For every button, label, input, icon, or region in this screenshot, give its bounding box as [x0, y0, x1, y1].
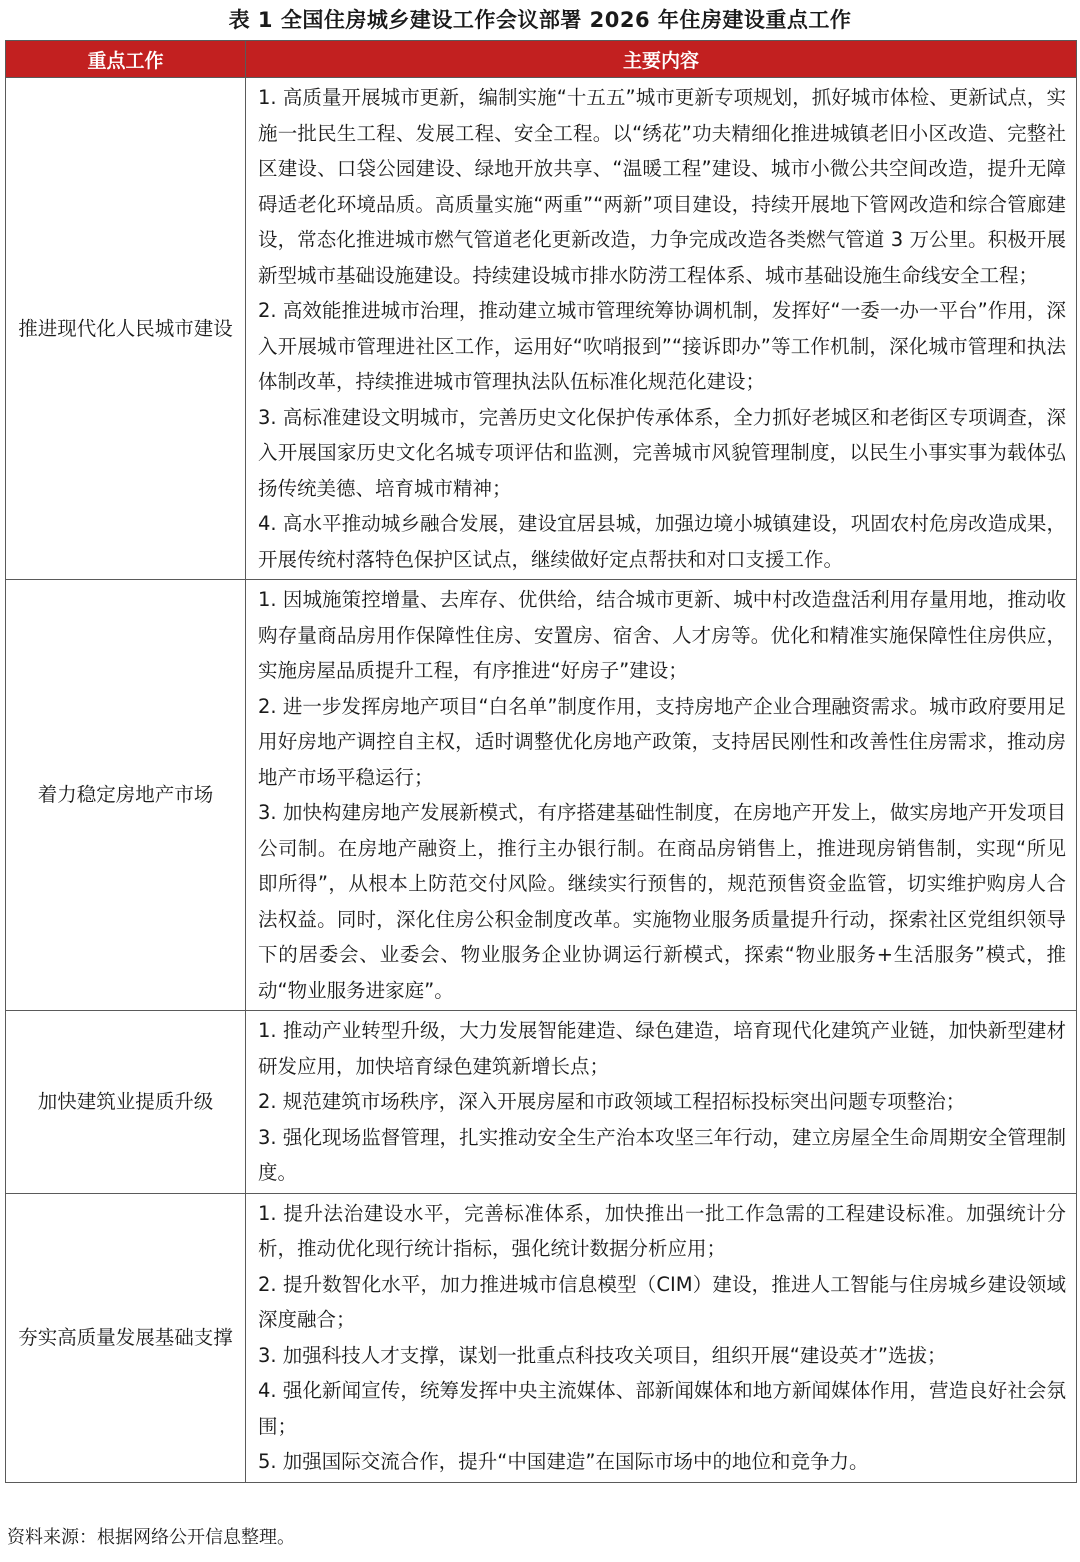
content-item: 4. 高水平推动城乡融合发展，建设宜居县城，加强边境小城镇建设，巩固农村危房改造成果，开展传统村落特色保护区试点，继续做好定点帮扶和对口支援工作。 [258, 512, 1066, 571]
header-key-work: 重点工作 [6, 41, 246, 78]
row-content [246, 1193, 1077, 1482]
content-item: 3. 高标准建设文明城市，完善历史文化保护传承体系，全力抓好老城区和老街区专项调查，深入开展国家历史文化名城专项评估和监测，完善城市风貌管理制度，以民生小事实事为载体弘扬传统美德、培育城市精神； [258, 405, 1066, 500]
table-title: 表 1 全国住房城乡建设工作会议部署 2026 年住房建设重点工作 [228, 8, 852, 32]
content-item: 3. 加强科技人才支撑，谋划一批重点科技攻关项目，组织开展“建设英才”选拔； [258, 1343, 947, 1367]
table-header-row [6, 41, 1077, 78]
content-item: 1. 因城施策控增量、去库存、优供给，结合城市更新、城中村改造盘活利用存量用地，推动收购存量商品房用作保障性住房、安置房、宿舍、人才房等。优化和精准实施保障性住房供应，实施房屋品质提升工程，有序推进“好房子”建设； [258, 588, 1066, 682]
table-row [6, 1193, 1077, 1482]
content-item: 3. 强化现场监督管理，扎实推动安全生产治本攻坚三年行动，建立房屋全生命周期安全管理制度。 [258, 1125, 1066, 1184]
row-content [246, 78, 1077, 580]
content-item: 2. 规范建筑市场秩序，深入开展房屋和市政领域工程招标投标突出问题专项整治； [258, 1090, 966, 1113]
content-item: 3. 加快构建房地产发展新模式，有序搭建基础性制度，在房地产开发上，做实房地产开发项目公司制。在房地产融资上，推行主办银行制。在商品房销售上，推进现房销售制，实现“所见即所得”，从根本上防范交付风险。继续实行预售的，规范预售资金监管，切实维护购房人合法权益。同时，深化住房公积金制度改革。实施物业服务质量提升行动，探索社区党组织领导下的居委会、业委会、物业服务企业协调运行新模式，探索“物业服务+生活服务”模式，推动“物业服务进家庭”。 [258, 801, 1066, 1002]
row-content [246, 1011, 1077, 1194]
content-item: 5. 加强国际交流合作，提升“中国建造”在国际市场中的地位和竞争力。 [258, 1450, 869, 1473]
content-item: 2. 高效能推进城市治理，推动建立城市管理统筹协调机制，发挥好“一委一办一平台”作用，深入开展城市管理进社区工作，运用好“吹哨报到”“接诉即办”等工作机制，深化城市管理和执法体制改革，持续推进城市管理执法队伍标准化规范化建设； [258, 299, 1066, 393]
content-item: 2. 提升数智化水平，加力推进城市信息模型（CIM）建设，推进人工智能与住房城乡建设领域深度融合； [258, 1272, 1066, 1331]
header-main-content: 主要内容 [246, 41, 1077, 78]
content-item: 1. 提升法治建设水平，完善标准体系，加快推出一批工作急需的工程建设标准。加强统计分析，推动优化现行统计指标，强化统计数据分析应用； [258, 1201, 1066, 1260]
row-category: 加快建筑业提质升级 [6, 1011, 246, 1194]
row-category: 推进现代化人民城市建设 [6, 78, 246, 580]
content-item: 4. 强化新闻宣传，统筹发挥中央主流媒体、部新闻媒体和地方新闻媒体作用，营造良好社会氛围； [258, 1379, 1066, 1438]
content-item: 1. 推动产业转型升级，大力发展智能建造、绿色建造，培育现代化建筑产业链，加快新型建材研发应用，加快培育绿色建筑新增长点； [258, 1019, 1066, 1078]
content-item: 1. 高质量开展城市更新，编制实施“十五五”城市更新专项规划，抓好城市体检、更新试点，实施一批民生工程、发展工程、安全工程。以“绣花”功夫精细化推进城镇老旧小区改造、完整社区建设、口袋公园建设、绿地开放共享、“温暖工程”建设、城市小微公共空间改造，提升无障碍适老化环境品质。高质量实施“两重”“两新”项目建设，持续开展地下管网改造和综合管廊建设，常态化推进城市燃气管道老化更新改造，力争完成改造各类燃气管道 3 万公里。积极开展新型城市基础设施建设。持续建设城市排水防涝工程体系、城市基础设施生命线安全工程； [258, 86, 1066, 287]
content-item: 2. 进一步发挥房地产项目“白名单”制度作用，支持房地产企业合理融资需求。城市政府要用足用好房地产调控自主权，适时调整优化房地产政策，支持居民刚性和改善性住房需求，推动房地产市场平稳运行； [258, 694, 1066, 789]
table-row [6, 1011, 1077, 1194]
row-category: 夯实高质量发展基础支撑 [6, 1193, 246, 1482]
table-row [6, 78, 1077, 580]
row-category: 着力稳定房地产市场 [6, 580, 246, 1011]
key-work-table [5, 40, 1077, 1483]
source-note: 资料来源：根据网络公开信息整理。 [7, 1527, 295, 1548]
table-row [6, 580, 1077, 1011]
row-content [246, 580, 1077, 1011]
